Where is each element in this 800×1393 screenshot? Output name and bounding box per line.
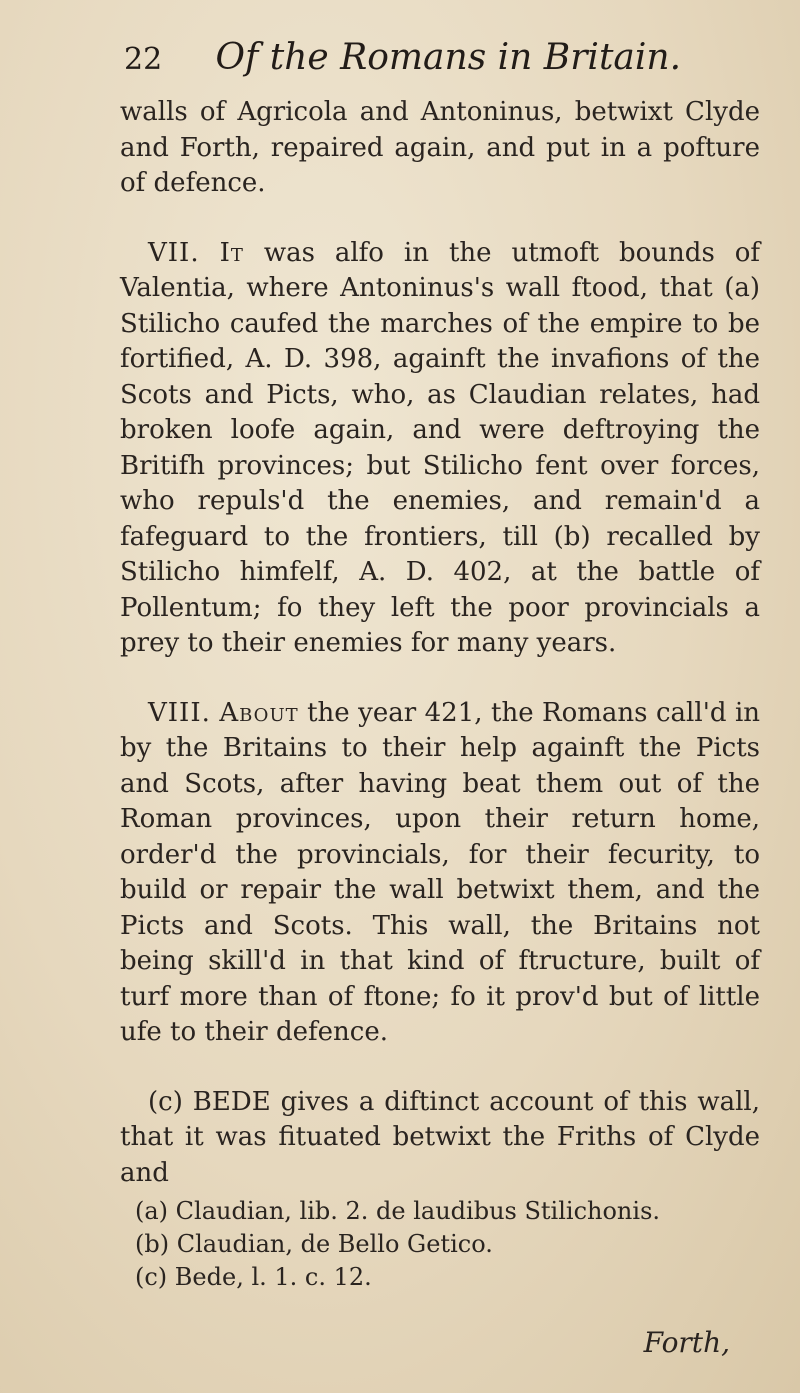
lead-word: It [219, 237, 244, 268]
footnote: (a) Claudian, lib. 2. de laudibus Stilichonis. [135, 1197, 661, 1225]
footnote: (b) Claudian, de Bello Getico. [135, 1230, 493, 1258]
catchword: Forth, [643, 1326, 730, 1359]
lead-word: About [219, 697, 299, 728]
paragraph-bede: (c) BEDE gives a diftinct account of this wall, that it was fituated betwixt the Friths of Clyde and [120, 1086, 760, 1188]
paragraph-continuation: walls of Agricola and Antoninus, betwixt Clyde and Forth, repaired again, and put in a pofture of defence. [120, 97, 760, 198]
running-head-title: Of the Romans in Britain. [215, 37, 682, 78]
section-number: VII. [148, 237, 200, 268]
running-head [124, 38, 681, 80]
paragraph-text: the year 421, the Romans call'd in by the Britains to their help againft the Picts and Scots, after having beat them out of the Roman provinces, upon their return home, order'd the provincials, for their fecurity, to build or repair the wall betwixt them, and the Picts and Scots. This wall, the Britains not being skill'd in that kind of ftructure, built of turf more than of ftone; fo it prov'd but of little ufe to their defence. [120, 697, 761, 1047]
paragraph-text: was alfo in the utmoft bounds of Valentia, where Antoninus's wall ftood, that (a) Stilicho caufed the marches of the empire to be fortified, A. D. 398, againft the invafions of the Scots and Picts, who, as Claudian relates, had broken loofe again, and were deftroying the Britifh provinces; but Stilicho fent over forces, who repuls'd the enemies, and remain'd a fafeguard to the frontiers, till (b) recalled by Stilicho himfelf, A. D. 402, at the battle of Pollentum; fo they left the poor provincials a prey to their enemies for many years. [120, 237, 761, 658]
paragraph-section-vii [120, 236, 760, 662]
section-number: VIII. [148, 697, 211, 728]
page-number: 22 [124, 42, 163, 77]
footnotes [135, 1195, 661, 1294]
body-text [120, 95, 760, 1225]
paragraph-section-viii [120, 696, 760, 1051]
footnote: (c) Bede, l. 1. c. 12. [135, 1263, 372, 1291]
